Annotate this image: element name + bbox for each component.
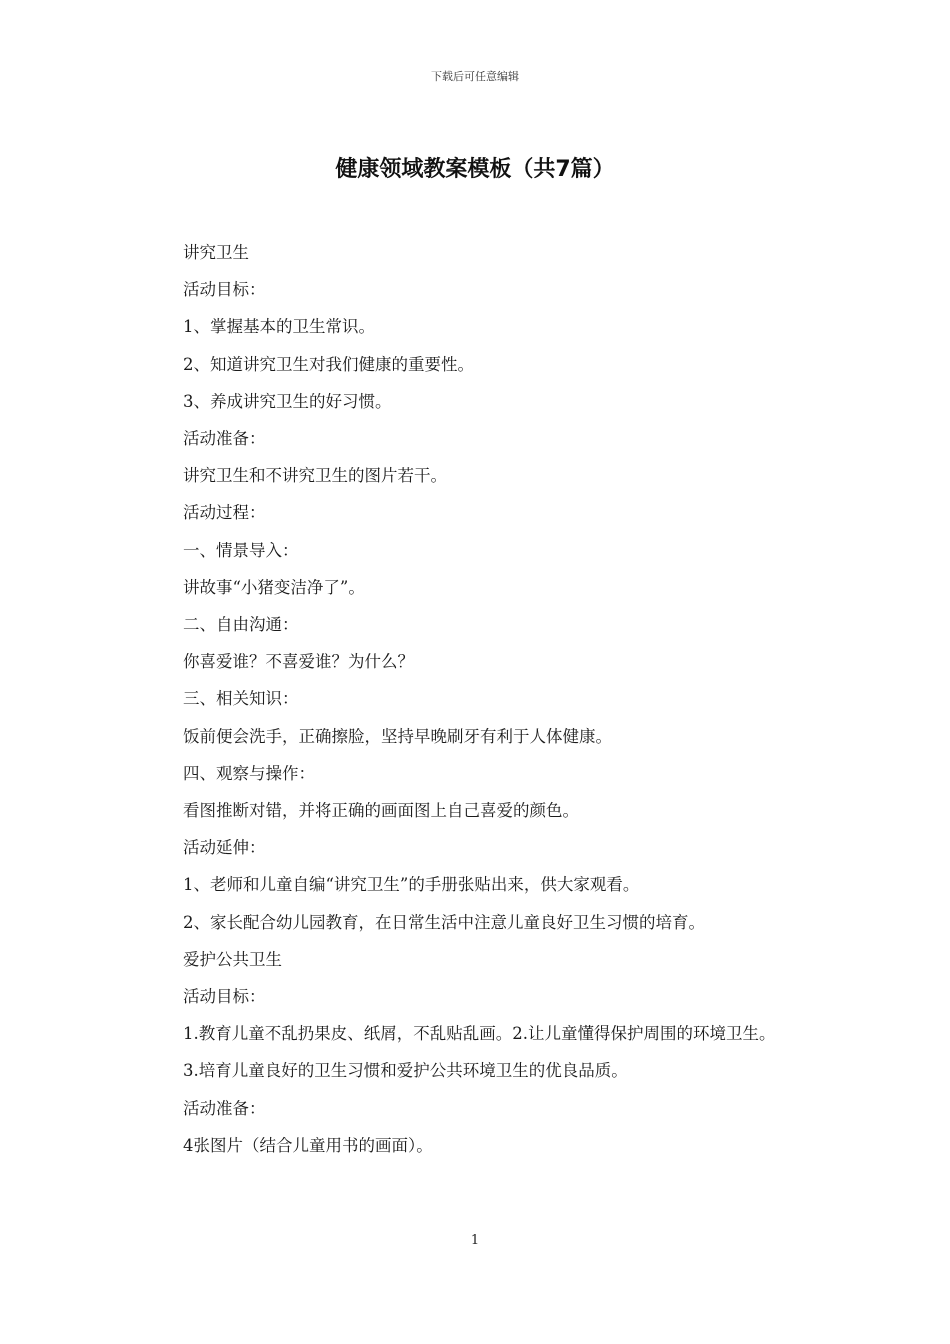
process-step-text: 讲故事“小猪变洁净了”。 bbox=[183, 577, 365, 597]
extension-item: 1、老师和儿童自编“讲究卫生”的手册张贴出来，供大家观看。 bbox=[183, 875, 640, 895]
process-step-heading: 四、观察与操作： bbox=[183, 763, 315, 783]
activity-process-label: 活动过程： bbox=[183, 503, 266, 523]
extension-item: 2、家长配合幼儿园教育，在日常生活中注意儿童良好卫生习惯的培育。 bbox=[183, 912, 705, 932]
activity-preparation-label: 活动准备： bbox=[183, 429, 266, 449]
activity-goals-label: 活动目标： bbox=[183, 987, 266, 1007]
preparation-text: 4张图片（结合儿童用书的画面）。 bbox=[183, 1135, 433, 1155]
preparation-text: 讲究卫生和不讲究卫生的图片若干。 bbox=[183, 466, 447, 486]
process-step-text: 看图推断对错，并将正确的画面图上自己喜爱的颜色。 bbox=[183, 801, 579, 821]
process-step-heading: 一、情景导入： bbox=[183, 540, 299, 560]
goal-item: 3、养成讲究卫生的好习惯。 bbox=[183, 391, 392, 411]
document-body bbox=[144, 234, 814, 1164]
activity-extension-label: 活动延伸： bbox=[183, 838, 266, 858]
process-step-heading: 三、相关知识： bbox=[183, 689, 299, 709]
process-step-text: 饭前便会洗手，正确擦脸，坚持早晚刷牙有利于人体健康。 bbox=[183, 726, 612, 746]
section-heading-public-hygiene: 爱护公共卫生 bbox=[183, 949, 282, 969]
page-number: 1 bbox=[470, 1233, 480, 1248]
goal-item: 1.教育儿童不乱扔果皮、纸屑，不乱贴乱画。2.让儿童懂得保护周围的环境卫生。 bbox=[183, 1024, 776, 1044]
goal-item: 2、知道讲究卫生对我们健康的重要性。 bbox=[183, 354, 474, 374]
goal-item: 3.培育儿童良好的卫生习惯和爱护公共环境卫生的优良品质。 bbox=[183, 1061, 628, 1081]
document-title: 健康领域教案模板（共7篇） bbox=[335, 157, 615, 182]
process-step-text: 你喜爱谁？不喜爱谁？为什么？ bbox=[183, 652, 414, 672]
process-step-heading: 二、自由沟通： bbox=[183, 615, 299, 635]
page-header-note: 下载后可任意编辑 bbox=[431, 70, 519, 83]
activity-goals-label: 活动目标： bbox=[183, 280, 266, 300]
goal-item: 1、掌握基本的卫生常识。 bbox=[183, 317, 375, 337]
activity-preparation-label: 活动准备： bbox=[183, 1098, 266, 1118]
section-heading-hygiene: 讲究卫生 bbox=[183, 243, 249, 262]
